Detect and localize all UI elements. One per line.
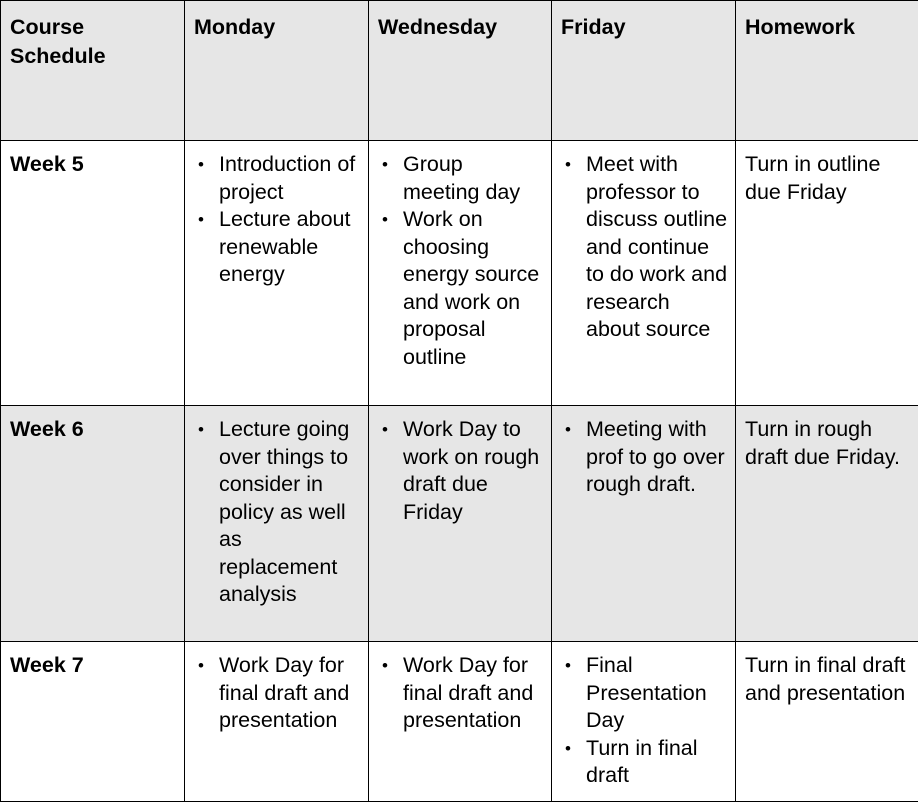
list-item — [219, 151, 362, 206]
header-row — [1, 1, 918, 141]
header-monday: Monday — [185, 1, 369, 141]
item-text: Lecture about renewable energy — [219, 207, 351, 286]
week-label: Week 5 — [1, 141, 185, 406]
bullet-list — [194, 652, 362, 735]
item-text: Work on choosing energy source and work on proposal outline — [403, 207, 539, 369]
bullet-icon: • — [378, 151, 392, 179]
bullet-icon: • — [561, 735, 575, 763]
item-text: Final Presentation Day — [586, 653, 707, 732]
item-text: Introduction of project — [219, 152, 355, 204]
friday-cell — [552, 642, 736, 802]
bullet-list — [378, 151, 545, 371]
list-item — [403, 151, 545, 206]
list-item — [403, 416, 545, 526]
week-label: Week 6 — [1, 406, 185, 642]
bullet-list — [561, 151, 729, 344]
bullet-icon: • — [378, 416, 392, 444]
monday-cell — [185, 642, 369, 802]
wednesday-cell — [369, 642, 552, 802]
bullet-list — [194, 151, 362, 289]
wednesday-cell — [369, 141, 552, 406]
item-text: Meeting with prof to go over rough draft. — [586, 417, 725, 496]
list-item — [403, 206, 545, 371]
wednesday-cell — [369, 406, 552, 642]
list-item — [586, 151, 729, 344]
bullet-list — [194, 416, 362, 609]
homework-cell: Turn in rough draft due Friday. — [736, 406, 918, 642]
bullet-icon: • — [194, 652, 208, 680]
bullet-icon: • — [194, 206, 208, 234]
item-text: Group meeting day — [403, 152, 520, 204]
list-item — [403, 652, 545, 735]
list-item — [219, 416, 362, 609]
bullet-list — [378, 416, 545, 526]
table-row-week-5 — [1, 141, 918, 406]
header-friday: Friday — [552, 1, 736, 141]
item-text: Lecture going over things to consider in policy as well as replacement analysis — [219, 417, 349, 606]
bullet-icon: • — [561, 151, 575, 179]
homework-cell: Turn in final draft and presentation — [736, 642, 918, 802]
bullet-icon: • — [378, 206, 392, 234]
list-item — [219, 652, 362, 735]
bullet-icon: • — [561, 652, 575, 680]
bullet-icon: • — [194, 416, 208, 444]
list-item — [219, 206, 362, 289]
item-text: Work Day to work on rough draft due Friday — [403, 417, 539, 524]
header-course-schedule: Course Schedule — [1, 1, 185, 141]
bullet-list — [561, 652, 729, 790]
bullet-icon: • — [378, 652, 392, 680]
monday-cell — [185, 141, 369, 406]
item-text: Meet with professor to discuss outline and continue to do work and research about source — [586, 152, 727, 341]
item-text: Work Day for final draft and presentation — [403, 653, 533, 732]
week-label: Week 7 — [1, 642, 185, 802]
monday-cell — [185, 406, 369, 642]
homework-cell: Turn in outline due Friday — [736, 141, 918, 406]
bullet-icon: • — [561, 416, 575, 444]
bullet-icon: • — [194, 151, 208, 179]
list-item — [586, 735, 729, 790]
friday-cell — [552, 141, 736, 406]
item-text: Work Day for final draft and presentation — [219, 653, 349, 732]
list-item — [586, 416, 729, 499]
list-item — [586, 652, 729, 735]
friday-cell — [552, 406, 736, 642]
header-homework: Homework — [736, 1, 918, 141]
bullet-list — [378, 652, 545, 735]
table-row-week-6 — [1, 406, 918, 642]
bullet-list — [561, 416, 729, 499]
table-row-week-7 — [1, 642, 918, 802]
item-text: Turn in final draft — [586, 736, 698, 788]
header-wednesday: Wednesday — [369, 1, 552, 141]
